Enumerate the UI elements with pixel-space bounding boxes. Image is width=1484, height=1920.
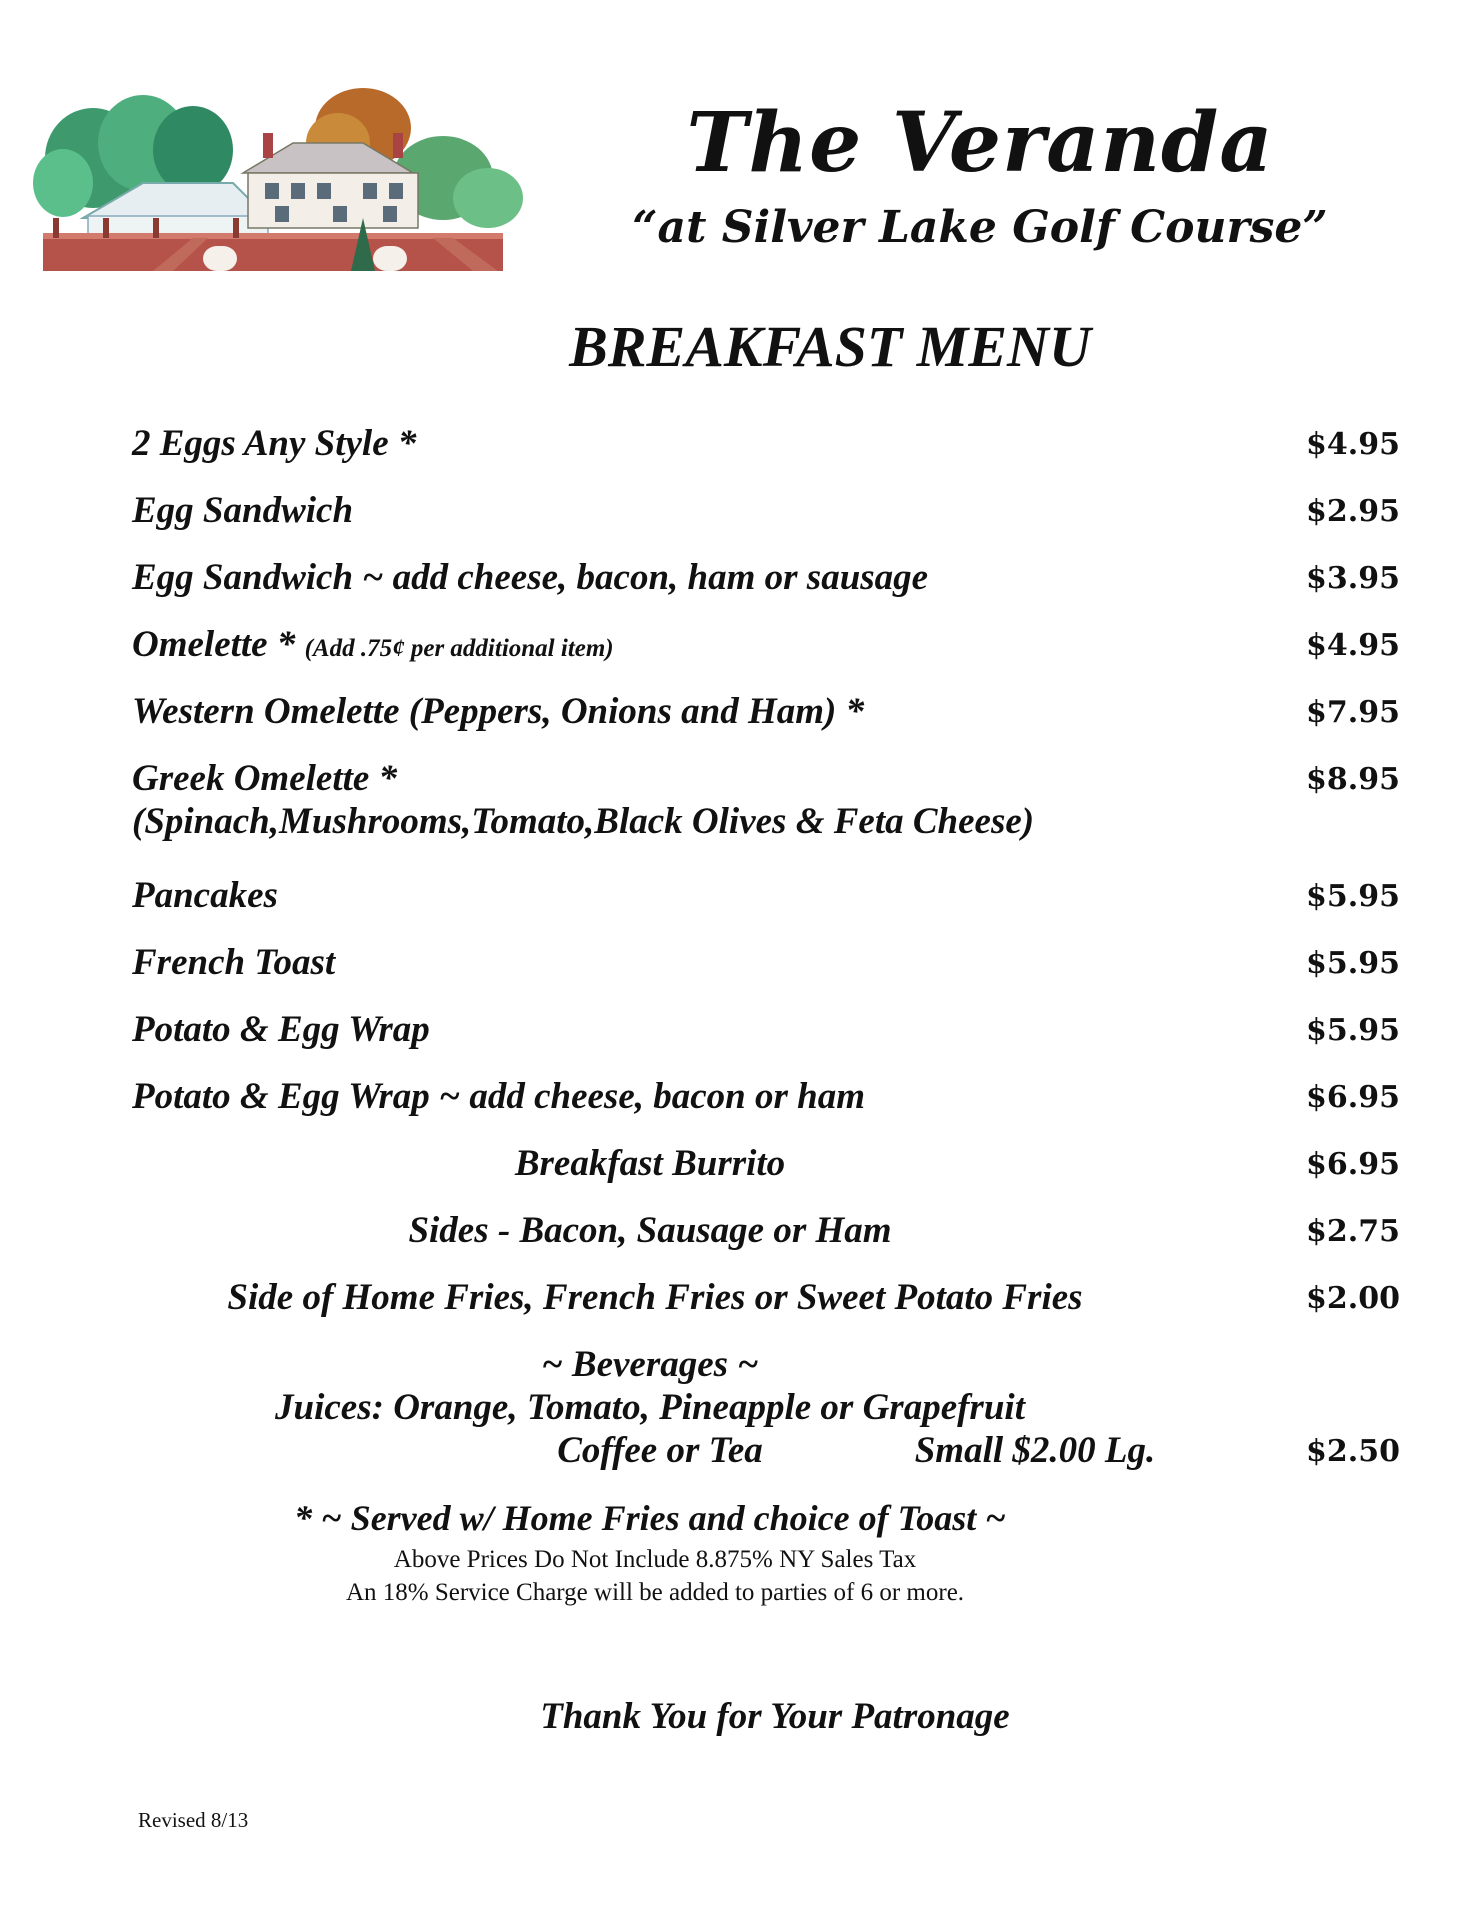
menu-item-price: $4.95 xyxy=(1306,628,1400,663)
menu-item-name: Potato & Egg Wrap ~ add cheese, bacon or ham xyxy=(132,1076,866,1117)
tax-note: Above Prices Do Not Include 8.875% NY Sales Tax xyxy=(393,1546,917,1573)
menu-item-price: $2.95 xyxy=(1306,494,1400,529)
menu-item-detail: (Spinach,Mushrooms,Tomato,Black Olives & Feta Cheese) xyxy=(132,801,1035,842)
beverages-juices: Juices: Orange, Tomato, Pineapple or Grapefruit xyxy=(275,1387,1025,1428)
restaurant-title: The Veranda xyxy=(686,95,1274,191)
beverages-coffee-tea: Coffee or Tea xyxy=(557,1430,763,1471)
served-with-note: * ~ Served w/ Home Fries and choice of Toast ~ xyxy=(294,1498,1006,1538)
menu-item-name: French Toast xyxy=(132,942,336,983)
menu-item-name: Egg Sandwich xyxy=(132,490,354,531)
menu-item-price: $8.95 xyxy=(1306,762,1400,797)
menu-item-price: $2.75 xyxy=(1306,1214,1400,1249)
beverages-small-price: Small $2.00 Lg. xyxy=(914,1430,1156,1471)
menu-item-note: (Add .75¢ per additional item) xyxy=(304,635,614,662)
menu-item-name: Western Omelette (Peppers, Onions and Ham) * xyxy=(132,691,865,732)
menu-item-price: $4.95 xyxy=(1306,427,1400,462)
menu-item-price: $6.95 xyxy=(1306,1080,1400,1115)
service-charge-note: An 18% Service Charge will be added to parties of 6 or more. xyxy=(345,1579,965,1606)
beverages-heading: ~ Beverages ~ xyxy=(541,1344,759,1385)
menu-item-price: $5.95 xyxy=(1306,879,1400,914)
beverages-large-price: $2.50 xyxy=(1306,1434,1400,1469)
menu-item-name: Potato & Egg Wrap xyxy=(132,1009,430,1050)
menu-title: BREAKFAST MENU xyxy=(569,314,1091,379)
thank-you-note: Thank You for Your Patronage xyxy=(540,1696,1010,1737)
menu-item-price: $5.95 xyxy=(1306,946,1400,981)
menu-item-price: $2.00 xyxy=(1306,1281,1400,1316)
menu-item-name: Omelette * xyxy=(132,624,305,665)
menu-item-name: Sides - Bacon, Sausage or Ham xyxy=(408,1210,892,1251)
restaurant-subtitle: “at Silver Lake Golf Course” xyxy=(632,202,1328,253)
menu-item-price: $3.95 xyxy=(1306,561,1400,596)
revised-date: Revised 8/13 xyxy=(138,1808,249,1832)
menu-item-name: Greek Omelette * xyxy=(132,758,398,799)
menu-item-price: $6.95 xyxy=(1306,1147,1400,1182)
menu-item-name: 2 Eggs Any Style * xyxy=(132,423,417,464)
menu-item-name: Side of Home Fries, French Fries or Sweet Potato Fries xyxy=(227,1277,1083,1318)
menu-item-price: $5.95 xyxy=(1306,1013,1400,1048)
menu-item-price: $7.95 xyxy=(1306,695,1400,730)
menu-item-omelette xyxy=(132,626,614,663)
menu-item-name: Egg Sandwich ~ add cheese, bacon, ham or sausage xyxy=(132,557,929,598)
menu-item-name: Breakfast Burrito xyxy=(514,1143,786,1184)
menu-item-name: Pancakes xyxy=(132,875,278,916)
veranda-clubhouse-illustration xyxy=(33,88,523,278)
